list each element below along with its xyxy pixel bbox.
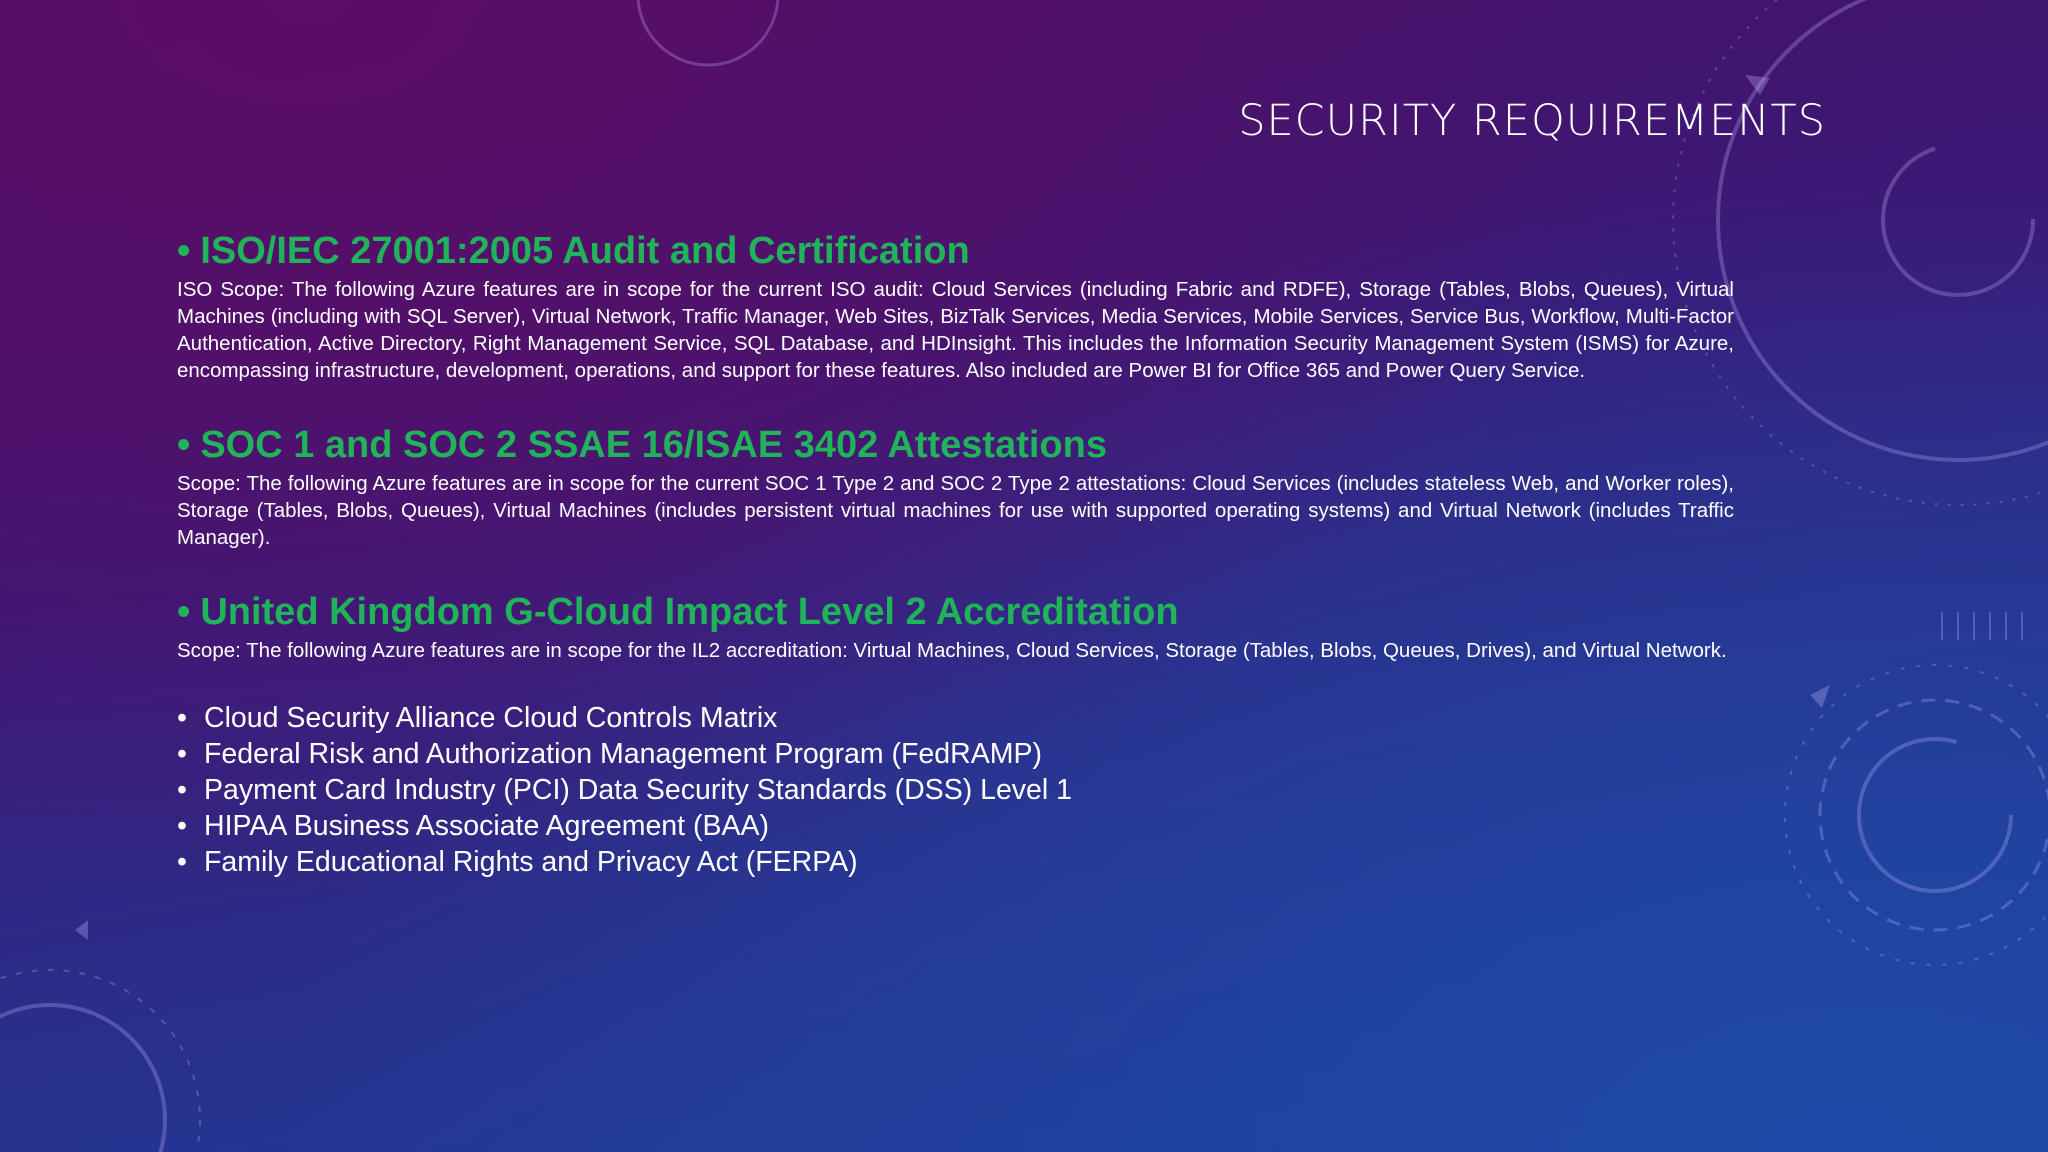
deco-ring-right-inner	[1859, 739, 2011, 891]
deco-ring-bottom-left	[0, 1005, 165, 1152]
bullet-marker: •	[177, 591, 191, 633]
deco-arrow-left	[75, 920, 88, 940]
section-body: Scope: The following Azure features are in scope for the current SOC 1 Type 2 and SOC 2 Type 2 attestations: Cloud Services (includes stateless Web, and Worker roles), Storage (Tables, Blobs, Queues), Virtual Machines (includes persistent virtual machines for use with supported operating systems) and Virtual Network (includes Traffic Manager).	[177, 472, 1734, 549]
heading-text: SOC 1 and SOC 2 SSAE 16/ISAE 3402 Attestations	[200, 424, 1107, 466]
bullet-marker: •	[177, 810, 187, 842]
bullet-marker: •	[177, 738, 187, 770]
list-item: • Federal Risk and Authorization Management Program (FedRAMP)	[177, 738, 1042, 770]
section-heading	[177, 420, 1734, 470]
deco-arrow-right	[1810, 685, 1830, 708]
compliance-list	[177, 700, 1734, 880]
bullet-marker: •	[177, 230, 191, 272]
bullet-marker: •	[177, 702, 187, 734]
section-heading	[177, 587, 1734, 637]
bullet-marker: •	[177, 424, 191, 466]
list-item: • Payment Card Industry (PCI) Data Security Standards (DSS) Level 1	[177, 774, 1073, 806]
deco-ring-right-outer	[1785, 665, 2048, 965]
list-item: • Family Educational Rights and Privacy Act (FERPA)	[177, 846, 858, 878]
slide-content	[177, 226, 1734, 880]
list-item: • Cloud Security Alliance Cloud Controls Matrix	[177, 702, 778, 734]
deco-ring-right-dashed	[1820, 700, 2048, 930]
bullet-marker: •	[177, 846, 187, 878]
heading-text: ISO/IEC 27001:2005 Audit and Certification	[200, 230, 970, 272]
bullet-marker: •	[177, 774, 187, 806]
deco-ring-right-small	[1883, 145, 2033, 295]
section-heading	[177, 226, 1734, 276]
section-iso	[177, 226, 1734, 384]
section-body: ISO Scope: The following Azure features are in scope for the current ISO audit: Cloud Services (including Fabric and RDFE), Storage (Tables, Blobs, Queues), Virtual Machines (including with SQL Server), Virtual Network, Traffic Manager, Web Sites, BizTalk Services, Media Services, Mobile Services, Service Bus, Workflow, Multi-Factor Authentication, Active Directory, Right Management Service, SQL Database, and HDInsight. This includes the Information Security Management System (ISMS) for Azure, encompassing infrastructure, development, operations, and support for these features. Also included are Power BI for Office 365 and Power Query Service.	[177, 278, 1734, 382]
section-body: Scope: The following Azure features are in scope for the IL2 accreditation: Virtual Machines, Cloud Services, Storage (Tables, Blobs, Queues, Drives), and Virtual Network.	[177, 639, 1727, 662]
list-item: • HIPAA Business Associate Agreement (BAA)	[177, 810, 769, 842]
slide-title: SECURITY REQUIREMENTS	[1238, 96, 1826, 146]
deco-ring-top	[638, 0, 778, 65]
deco-ring-bottom-left-dashed	[0, 970, 200, 1152]
deco-arrow-top	[1745, 75, 1770, 95]
heading-text: United Kingdom G-Cloud Impact Level 2 Accreditation	[200, 591, 1179, 633]
section-soc	[177, 420, 1734, 551]
deco-ring-right-large	[1718, 0, 2048, 460]
section-gcloud	[177, 587, 1734, 664]
